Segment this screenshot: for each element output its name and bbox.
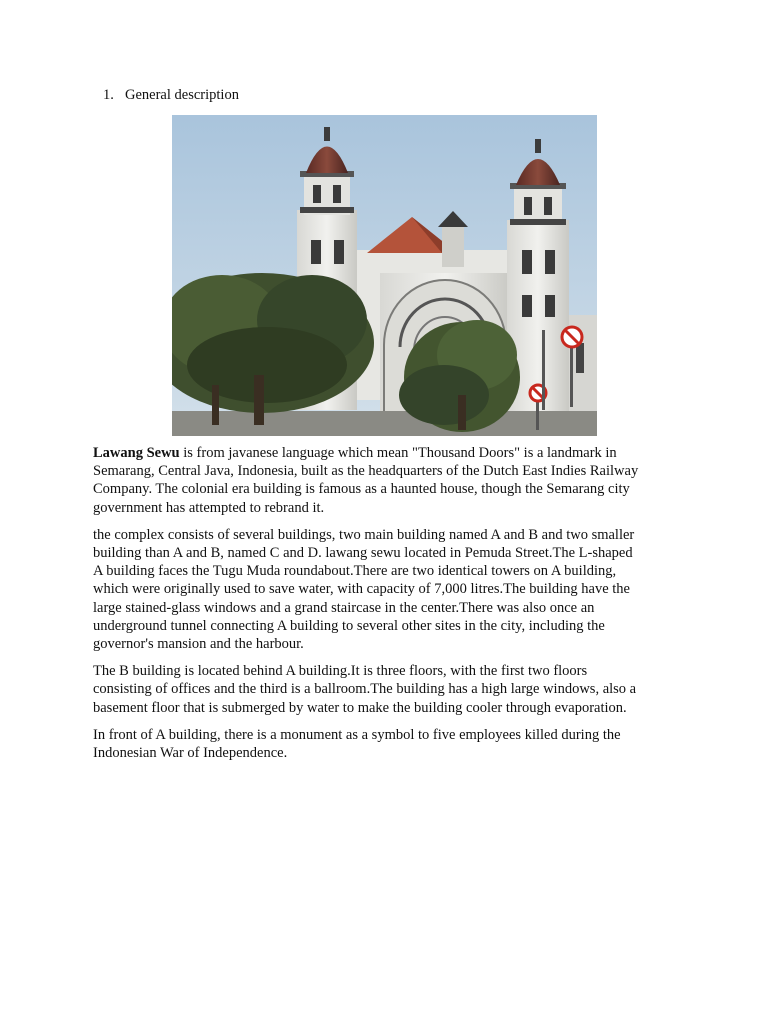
list-number: 1.	[103, 87, 114, 103]
lawang-sewu-photo	[172, 115, 597, 436]
section-heading	[103, 86, 239, 104]
paragraph-intro-text: is from javanese language which mean "Thousand Doors" is a landmark in Semarang, Central Java, Indonesia, built as the headquarters of the Dutch East Indies Railway Company. The colonial era building is famous as a haunted house, though the Semarang city government has attempted to rebrand it.	[93, 445, 639, 516]
paragraph-complex: the complex consists of several buildings, two main building named A and B and two smaller building than A and B, named C and D. lawang sewu located in Pemuda Street.The L-shaped A building faces the Tugu Muda roundabout.There are two identical towers on A building, which were originally used to save water, with capacity of 7,000 litres.The building have the large stained-glass windows and a grand staircase in the center.There was also once an underground tunnel connecting A building to several other sites in the city, including the governor's mansion and the harbour.	[93, 526, 635, 653]
body-text	[93, 444, 683, 771]
heading-text: General description	[125, 87, 239, 103]
paragraph-intro	[93, 444, 683, 517]
paragraph-building-b: The B building is located behind A building.It is three floors, with the first two floors consisting of offices and the third is a ballroom.The building has a high large windows, also a basement floor that is submerged by water to make the building cooler through evaporation.	[93, 663, 637, 716]
term-lawang-sewu: Lawang Sewu	[93, 445, 180, 461]
paragraph-monument: In front of A building, there is a monument as a symbol to five employees killed during the Indonesian War of Independence.	[93, 726, 621, 762]
